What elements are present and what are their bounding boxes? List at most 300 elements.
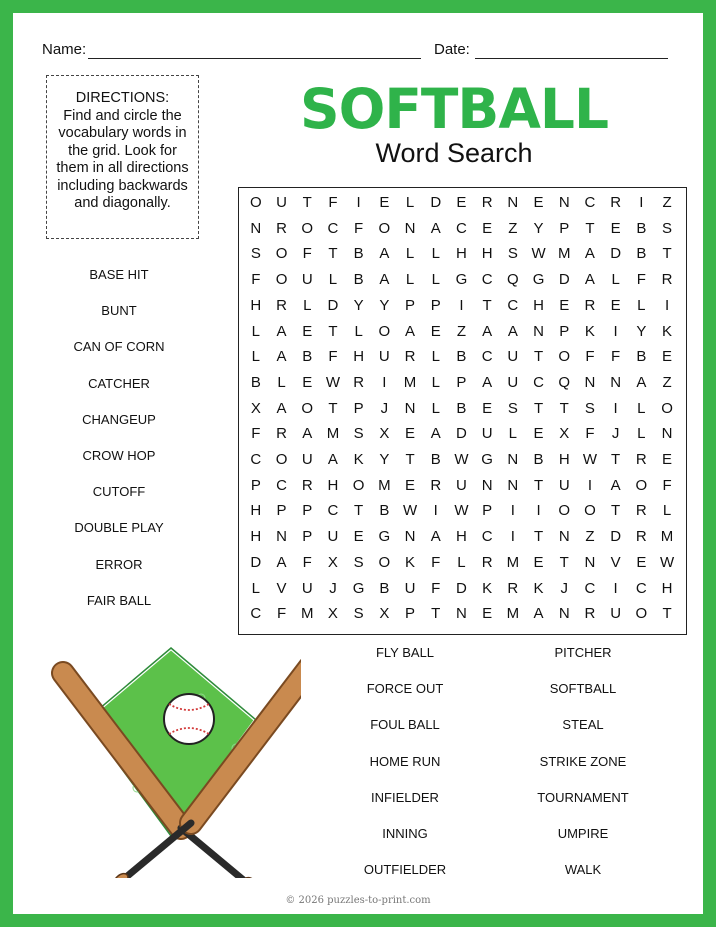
grid-letter[interactable]: L [405, 245, 415, 263]
grid-letter[interactable]: N [584, 553, 596, 571]
grid-letter[interactable]: L [405, 194, 415, 211]
word-list-item: BUNT [101, 303, 137, 319]
grid-letter[interactable]: E [482, 399, 493, 417]
grid-letter[interactable]: R [276, 296, 287, 314]
grid-letter[interactable]: U [276, 194, 287, 211]
grid-letter[interactable]: R [661, 271, 673, 289]
grid-letter[interactable]: T [662, 245, 672, 263]
grid-letter[interactable]: B [636, 245, 647, 263]
grid-letter[interactable]: S [250, 245, 261, 263]
grid-letter[interactable]: T [533, 399, 544, 417]
grid-letter[interactable]: U [327, 528, 339, 546]
grid-letter[interactable]: H [481, 245, 493, 263]
grid-letter[interactable]: F [585, 348, 595, 366]
grid-letter[interactable]: I [587, 476, 593, 494]
grid-letter[interactable]: O [635, 476, 648, 494]
grid-letter[interactable]: R [301, 476, 313, 494]
grid-letter[interactable]: S [353, 425, 364, 443]
grid-letter[interactable]: K [482, 579, 493, 597]
grid-letter[interactable]: A [302, 425, 313, 443]
grid-letter[interactable]: I [664, 296, 670, 314]
grid-letter[interactable]: E [405, 425, 416, 443]
grid-letter[interactable]: R [481, 553, 493, 571]
grid-letter[interactable]: N [584, 373, 596, 391]
grid-letter[interactable]: L [431, 348, 440, 366]
grid-letter[interactable]: C [584, 579, 596, 597]
grid-letter[interactable]: P [405, 605, 416, 623]
grid-letter[interactable]: L [303, 296, 312, 314]
grid-letter[interactable]: W [531, 245, 546, 263]
grid-letter[interactable]: W [582, 451, 598, 468]
grid-letter[interactable]: H [661, 579, 673, 597]
grid-letter[interactable]: W [325, 373, 341, 391]
grid-letter[interactable]: D [610, 245, 622, 263]
date-line[interactable] [475, 58, 668, 59]
grid-letter[interactable]: U [301, 579, 313, 597]
grid-letter[interactable]: A [276, 399, 287, 417]
grid-letter[interactable]: E [379, 194, 390, 211]
grid-letter[interactable]: S [507, 399, 518, 417]
grid-letter[interactable]: N [558, 194, 570, 211]
word-list-item: INFIELDER [371, 789, 439, 805]
grid-letter[interactable]: O [378, 322, 391, 340]
grid-letter[interactable]: Q [558, 373, 571, 391]
grid-letter[interactable]: H [250, 528, 262, 546]
grid-letter[interactable]: E [559, 296, 570, 314]
grid-letter[interactable]: N [533, 322, 544, 340]
grid-letter[interactable]: M [506, 605, 520, 623]
grid-letter[interactable]: A [276, 322, 287, 340]
grid-letter[interactable]: W [659, 553, 675, 571]
grid-letter[interactable]: E [405, 476, 416, 494]
grid-letter[interactable]: V [276, 579, 287, 597]
grid-letter[interactable]: H [533, 296, 544, 314]
grid-letter[interactable]: I [510, 502, 515, 520]
grid-letter[interactable]: B [353, 271, 364, 289]
grid-letter[interactable]: F [431, 553, 441, 571]
grid-letter[interactable]: C [584, 194, 596, 211]
grid-letter[interactable]: P [250, 476, 261, 494]
grid-letter[interactable]: E [302, 373, 313, 391]
grid-letter[interactable]: D [456, 425, 467, 443]
grid-letter[interactable]: B [430, 451, 441, 468]
grid-letter[interactable]: U [610, 605, 622, 623]
grid-letter[interactable]: I [459, 296, 464, 314]
grid-letter[interactable]: E [533, 425, 544, 443]
grid-letter[interactable]: G [532, 271, 545, 289]
grid-letter[interactable]: R [404, 348, 416, 366]
grid-letter[interactable]: L [431, 399, 440, 417]
grid-letter[interactable]: T [585, 219, 595, 237]
grid-letter[interactable]: X [327, 605, 338, 623]
grid-letter[interactable]: P [302, 502, 313, 520]
grid-letter[interactable]: F [328, 194, 338, 211]
grid-letter[interactable]: F [636, 271, 646, 289]
grid-letter[interactable]: E [482, 219, 493, 237]
grid-letter[interactable]: T [533, 348, 544, 366]
grid-letter[interactable]: P [353, 399, 364, 417]
grid-letter[interactable]: C [481, 271, 493, 289]
grid-letter[interactable]: Y [533, 219, 544, 237]
grid-letter[interactable]: U [456, 476, 467, 494]
grid-letter[interactable]: Q [507, 271, 519, 289]
grid-letter[interactable]: F [302, 245, 312, 263]
grid-letter[interactable]: A [482, 322, 493, 340]
grid-letter[interactable]: B [636, 348, 647, 366]
grid-row [239, 319, 686, 345]
grid-letter[interactable]: S [507, 245, 518, 263]
grid-letter[interactable]: T [482, 296, 492, 314]
grid-letter[interactable]: L [354, 322, 363, 340]
grid-letter[interactable]: A [276, 553, 287, 571]
grid-letter[interactable]: X [250, 399, 261, 417]
grid-letter[interactable]: A [379, 245, 390, 263]
grid-letter[interactable]: E [353, 528, 364, 546]
grid-letter[interactable]: N [404, 219, 416, 237]
grid-letter[interactable]: P [559, 219, 570, 237]
grid-letter[interactable]: D [456, 579, 467, 597]
grid-letter[interactable]: T [611, 502, 621, 520]
grid-letter[interactable]: M [326, 425, 340, 443]
grid-letter[interactable]: W [454, 451, 469, 468]
grid-letter[interactable]: S [353, 605, 364, 623]
grid-letter[interactable]: H [327, 476, 339, 494]
grid-letter[interactable]: O [635, 605, 648, 623]
grid-letter[interactable]: A [533, 605, 544, 623]
grid-letter[interactable]: U [481, 425, 493, 443]
grid-letter[interactable]: F [354, 219, 364, 237]
grid-letter[interactable]: F [662, 476, 672, 494]
grid-letter[interactable]: R [276, 219, 287, 237]
grid-letter[interactable]: K [353, 451, 364, 468]
grid-letter[interactable]: N [507, 476, 519, 494]
grid-letter[interactable]: O [301, 219, 314, 237]
grid-letter[interactable]: E [533, 194, 544, 211]
grid-letter[interactable]: Z [662, 194, 672, 211]
grid-letter[interactable]: N [558, 605, 570, 623]
grid-letter[interactable]: R [276, 425, 287, 443]
grid-letter[interactable]: L [328, 271, 338, 289]
grid-letter[interactable]: O [584, 502, 596, 520]
grid-letter[interactable]: O [275, 245, 288, 263]
word-list-item: STEAL [562, 717, 604, 733]
grid-letter[interactable]: E [662, 348, 673, 366]
grid-letter[interactable]: X [379, 605, 390, 623]
grid-letter[interactable]: P [430, 296, 441, 314]
grid-letter[interactable]: J [380, 399, 389, 417]
grid-letter[interactable]: H [558, 451, 570, 468]
grid-letter[interactable]: H [456, 245, 467, 263]
grid-letter[interactable]: A [610, 476, 621, 494]
grid-letter[interactable]: U [301, 451, 313, 468]
grid-letter[interactable]: I [613, 399, 618, 417]
grid-letter[interactable]: D [558, 271, 570, 289]
grid-letter[interactable]: C [327, 219, 339, 237]
grid-letter[interactable]: C [481, 348, 493, 366]
grid-letter[interactable]: V [610, 553, 621, 571]
grid-letter[interactable]: N [610, 373, 622, 391]
grid-letter[interactable]: E [482, 605, 493, 623]
grid-letter[interactable]: N [404, 528, 416, 546]
grid-letter[interactable]: E [302, 322, 313, 340]
grid-letter[interactable]: A [584, 271, 595, 289]
grid-letter[interactable]: L [662, 502, 672, 520]
grid-letter[interactable]: L [611, 271, 620, 289]
grid-letter[interactable]: I [510, 528, 515, 546]
grid-letter[interactable]: L [457, 553, 466, 571]
grid-letter[interactable]: B [250, 373, 261, 391]
grid-letter[interactable]: I [382, 373, 387, 391]
grid-letter[interactable]: N [276, 528, 287, 546]
grid-letter[interactable]: T [328, 245, 338, 263]
grid-letter[interactable]: H [250, 502, 262, 520]
grid-letter[interactable]: R [430, 476, 442, 494]
grid-letter[interactable]: M [378, 476, 391, 494]
grid-letter[interactable]: C [456, 219, 467, 237]
grid-letter[interactable]: L [431, 373, 440, 391]
grid-letter[interactable]: M [660, 528, 674, 546]
grid-letter[interactable]: C [481, 528, 493, 546]
grid-letter[interactable]: C [533, 373, 544, 391]
grid-letter[interactable]: B [353, 245, 364, 263]
grid-letter[interactable]: P [456, 373, 467, 391]
grid-letter[interactable]: T [405, 451, 415, 468]
grid-row [239, 190, 686, 216]
grid-letter[interactable]: N [661, 425, 673, 443]
grid-letter[interactable]: B [302, 348, 313, 366]
name-line[interactable] [88, 58, 421, 59]
grid-letter[interactable]: B [636, 219, 647, 237]
grid-letter[interactable]: O [558, 502, 571, 520]
grid-letter[interactable]: G [378, 528, 391, 546]
grid-letter[interactable]: O [661, 399, 673, 417]
grid-letter[interactable]: S [662, 219, 673, 237]
grid-letter[interactable]: Y [379, 296, 390, 314]
grid-letter[interactable]: C [276, 476, 287, 494]
grid-letter[interactable]: E [610, 296, 621, 314]
grid-letter[interactable]: O [275, 271, 288, 289]
grid-letter[interactable]: Z [508, 219, 518, 237]
grid-letter[interactable]: W [454, 502, 469, 520]
grid-letter[interactable]: L [251, 348, 261, 366]
grid-letter[interactable]: E [533, 553, 544, 571]
grid-letter[interactable]: I [356, 194, 361, 211]
grid-letter[interactable]: Z [662, 373, 672, 391]
grid-letter[interactable]: B [379, 502, 390, 520]
grid-letter[interactable]: F [328, 348, 338, 366]
grid-letter[interactable]: O [378, 553, 391, 571]
grid-letter[interactable]: A [636, 373, 647, 391]
grid-letter[interactable]: F [431, 579, 441, 597]
grid-letter[interactable]: N [404, 399, 416, 417]
grid-letter[interactable]: O [378, 219, 391, 237]
grid-letter[interactable]: T [302, 194, 312, 211]
grid-letter[interactable]: T [611, 451, 621, 468]
grid-letter[interactable]: G [352, 579, 365, 597]
grid-letter[interactable]: F [302, 553, 312, 571]
grid-letter[interactable]: C [327, 502, 339, 520]
grid-letter[interactable]: H [250, 296, 262, 314]
grid-letter[interactable]: I [639, 194, 644, 211]
grid-letter[interactable]: A [405, 322, 416, 340]
grid-letter[interactable]: T [431, 605, 441, 623]
grid-letter[interactable]: M [403, 373, 417, 391]
grid-letter[interactable]: L [251, 322, 261, 340]
grid-letter[interactable]: L [431, 245, 440, 263]
grid-letter[interactable]: U [507, 348, 519, 366]
grid-letter[interactable]: P [276, 502, 287, 520]
grid-letter[interactable]: A [430, 425, 441, 443]
grid-letter[interactable]: T [328, 322, 338, 340]
grid-letter[interactable]: Z [456, 322, 467, 340]
grid-letter[interactable]: C [250, 451, 262, 468]
grid-letter[interactable]: Y [353, 296, 364, 314]
grid-letter[interactable]: T [533, 528, 544, 546]
grid-letter[interactable]: T [559, 399, 569, 417]
grid-letter[interactable]: T [662, 605, 672, 623]
grid-letter[interactable]: B [456, 348, 467, 366]
grid-letter[interactable]: Y [379, 451, 390, 468]
grid-letter[interactable]: C [507, 296, 519, 314]
grid-letter[interactable]: P [405, 296, 416, 314]
grid-letter[interactable]: H [456, 528, 467, 546]
grid-letter[interactable]: T [533, 476, 544, 494]
grid-letter[interactable]: L [431, 271, 440, 289]
grid-letter[interactable]: T [354, 502, 364, 520]
grid-letter[interactable]: K [405, 553, 416, 571]
grid-letter[interactable]: F [276, 605, 287, 623]
grid-letter[interactable]: R [584, 605, 596, 623]
grid-letter[interactable]: B [456, 399, 467, 417]
grid-letter[interactable]: A [430, 528, 441, 546]
grid-letter[interactable]: D [250, 553, 262, 571]
grid-letter[interactable]: O [250, 194, 262, 211]
grid-letter[interactable]: F [611, 348, 621, 366]
word-list-item: OUTFIELDER [363, 862, 447, 878]
grid-letter[interactable]: E [610, 219, 621, 237]
grid-letter[interactable]: A [507, 322, 518, 340]
grid-letter[interactable]: K [662, 322, 673, 340]
grid-letter[interactable]: O [275, 451, 288, 468]
grid-letter[interactable]: F [251, 271, 261, 289]
grid-letter[interactable]: R [635, 502, 647, 520]
grid-letter[interactable]: L [637, 399, 646, 417]
grid-letter[interactable]: A [276, 348, 287, 366]
grid-letter[interactable]: I [433, 502, 438, 520]
grid-letter[interactable]: M [557, 245, 571, 263]
grid-letter[interactable]: K [533, 579, 544, 597]
grid-letter[interactable]: M [300, 605, 314, 623]
grid-letter[interactable]: N [507, 451, 519, 468]
grid-letter[interactable]: A [327, 451, 338, 468]
grid-letter[interactable]: E [430, 322, 441, 340]
grid-row [239, 421, 686, 447]
grid-letter[interactable]: N [250, 219, 262, 237]
grid-letter[interactable]: S [584, 399, 595, 417]
grid-row [239, 550, 686, 576]
grid-letter[interactable]: E [456, 194, 467, 211]
grid-letter[interactable]: Z [585, 528, 595, 546]
grid-letter[interactable]: E [636, 553, 647, 571]
grid-letter[interactable]: P [559, 322, 570, 340]
grid-letter[interactable]: P [302, 528, 313, 546]
grid-letter[interactable]: A [379, 271, 390, 289]
grid-letter[interactable]: B [379, 579, 390, 597]
grid-letter[interactable]: F [251, 425, 261, 443]
grid-letter[interactable]: L [277, 373, 286, 391]
grid-letter[interactable]: D [430, 194, 442, 211]
grid-letter[interactable]: D [610, 528, 622, 546]
grid-letter[interactable]: A [482, 373, 493, 391]
grid-letter[interactable]: C [250, 605, 262, 623]
grid-letter[interactable]: N [456, 605, 467, 623]
grid-letter[interactable]: H [353, 348, 365, 366]
grid-letter[interactable]: J [560, 579, 568, 597]
grid-letter[interactable]: U [507, 373, 519, 391]
grid-letter[interactable]: A [430, 219, 441, 237]
grid-letter[interactable]: R [610, 194, 622, 211]
grid-letter[interactable]: B [533, 451, 544, 468]
grid-letter[interactable]: I [536, 502, 541, 520]
grid-letter[interactable]: O [352, 476, 365, 494]
grid-letter[interactable]: J [329, 579, 337, 597]
grid-letter[interactable]: R [353, 373, 365, 391]
grid-letter[interactable]: X [559, 425, 570, 443]
grid-letter[interactable]: L [508, 425, 518, 443]
grid-letter[interactable]: R [481, 194, 493, 211]
date-label: Date: [434, 41, 470, 58]
grid-letter[interactable]: U [301, 271, 313, 289]
grid-letter[interactable]: N [507, 194, 519, 211]
grid-letter[interactable]: U [558, 476, 570, 494]
grid-letter[interactable]: X [327, 553, 338, 571]
grid-letter[interactable]: L [637, 425, 646, 443]
grid-letter[interactable]: G [481, 451, 493, 468]
grid-letter[interactable]: K [584, 322, 595, 340]
grid-letter[interactable]: E [662, 451, 673, 468]
grid-letter[interactable]: M [506, 553, 520, 571]
grid-letter[interactable]: R [635, 528, 647, 546]
grid-letter[interactable]: F [585, 425, 595, 443]
grid-letter[interactable]: L [405, 271, 415, 289]
grid-letter[interactable]: L [251, 579, 261, 597]
grid-letter[interactable]: P [482, 502, 493, 520]
grid-letter[interactable]: O [301, 399, 314, 417]
grid-letter[interactable]: N [558, 528, 570, 546]
grid-letter[interactable]: T [328, 399, 338, 417]
grid-letter[interactable]: J [611, 425, 620, 443]
grid-letter[interactable]: U [378, 348, 390, 366]
grid-letter[interactable]: A [584, 245, 595, 263]
grid-letter[interactable]: Y [636, 322, 647, 340]
grid-letter[interactable]: U [404, 579, 416, 597]
grid-letter[interactable]: D [327, 296, 339, 314]
grid-letter[interactable]: O [558, 348, 571, 366]
grid-letter[interactable]: R [584, 296, 596, 314]
grid-letter[interactable]: C [635, 579, 647, 597]
grid-letter[interactable]: X [379, 425, 390, 443]
grid-letter[interactable]: S [353, 553, 364, 571]
grid-letter[interactable]: I [613, 322, 618, 340]
grid-letter[interactable]: N [481, 476, 493, 494]
grid-letter[interactable]: R [635, 451, 647, 468]
grid-letter[interactable]: L [637, 296, 646, 314]
grid-letter[interactable]: I [613, 579, 618, 597]
grid-letter[interactable]: T [559, 553, 569, 571]
grid-letter[interactable]: W [402, 502, 418, 520]
grid-letter[interactable]: R [507, 579, 519, 597]
grid-letter[interactable]: G [455, 271, 468, 289]
